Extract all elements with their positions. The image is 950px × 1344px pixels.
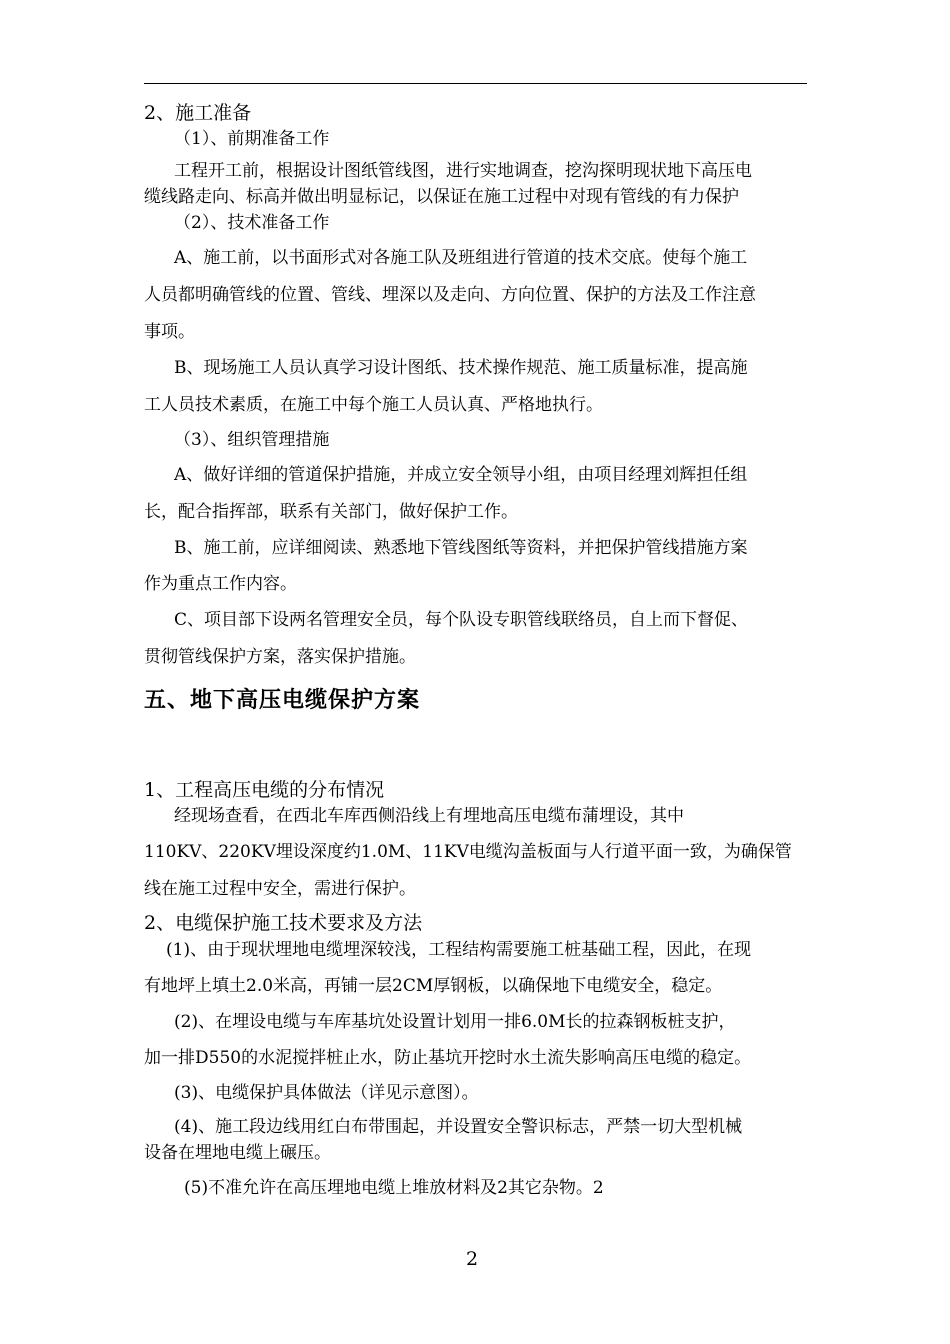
text-line: 长，配合指挥部，联系有关部门，做好保护工作。 <box>144 502 518 522</box>
text-line: 事项。 <box>144 322 195 342</box>
text-line: (2)、在埋设电缆与车库基坑处设置计划用一排6.0M长的拉森钢板桩支护， <box>174 1012 736 1032</box>
text-line: （3）、组织管理措施 <box>174 430 330 450</box>
text-line: 110KV、220KV埋设深度约1.0M、11KV电缆沟盖板面与人行道平面一致，为确保管 <box>144 842 792 862</box>
text-line: 线在施工过程中安全，需进行保护。 <box>144 879 416 899</box>
text-line: （1）、前期准备工作 <box>174 129 330 149</box>
text-line: 工程开工前，根据设计图纸管线图，进行实地调查，挖沟探明现状地下高压电 <box>174 161 752 181</box>
text-line: (1)、由于现状埋地电缆埋深较浅，工程结构需要施工桩基础工程，因此，在现 <box>166 940 752 960</box>
text-line: (5)不准允许在高压埋地电缆上堆放材料及2其它杂物。2 <box>184 1178 604 1198</box>
text-line: 人员都明确管线的位置、管线、埋深以及走向、方向位置、保护的方法及工作注意 <box>144 285 756 305</box>
text-line: 有地坪上填土2.0米高，再铺一层2CM厚钢板，以确保地下电缆安全，稳定。 <box>144 976 723 996</box>
subsection-heading: 2、电缆保护施工技术要求及方法 <box>144 912 423 934</box>
text-line: 贯彻管线保护方案，落实保护措施。 <box>144 647 416 667</box>
text-line: 经现场查看，在西北车库西侧沿线上有埋地高压电缆布蒲埋设，其中 <box>174 806 684 826</box>
text-line: B、现场施工人员认真学习设计图纸、技术操作规范、施工质量标准，提高施 <box>174 358 748 378</box>
section-heading: 五、地下高压电缆保护方案 <box>144 687 421 713</box>
text-line: 设备在埋地电缆上碾压。 <box>144 1143 331 1163</box>
text-line: 缆线路走向、标高并做出明显标记，以保证在施工过程中对现有管线的有力保护 <box>144 187 739 207</box>
text-line: A、施工前，以书面形式对各施工队及班组进行管道的技术交底。使每个施工 <box>174 248 748 268</box>
text-line: 工人员技术素质，在施工中每个施工人员认真、严格地执行。 <box>144 395 603 415</box>
text-line: 加一排D550的水泥搅拌桩止水，防止基坑开挖时水土流失影响高压电缆的稳定。 <box>144 1048 752 1068</box>
text-line: （2）、技术准备工作 <box>174 213 330 233</box>
text-line: (4)、施工段边线用红白布带围起，并设置安全警识标志，严禁一切大型机械 <box>174 1117 743 1137</box>
text-line: A、做好详细的管道保护措施，并成立安全领导小组，由项目经理刘辉担任组 <box>174 465 748 485</box>
subsection-heading: 2、施工准备 <box>144 102 252 124</box>
subsection-heading: 1、工程高压电缆的分布情况 <box>144 779 385 801</box>
text-line: (3)、电缆保护具体做法（详见示意图）。 <box>174 1083 479 1103</box>
page-number: 2 <box>466 1248 479 1270</box>
text-line: C、项目部下设两名管理安全员，每个队设专职管线联络员，自上而下督促、 <box>174 610 749 630</box>
header-rule <box>144 83 807 84</box>
text-line: 作为重点工作内容。 <box>144 574 297 594</box>
text-line: B、施工前，应详细阅读、熟悉地下管线图纸等资料，并把保护管线措施方案 <box>174 538 748 558</box>
